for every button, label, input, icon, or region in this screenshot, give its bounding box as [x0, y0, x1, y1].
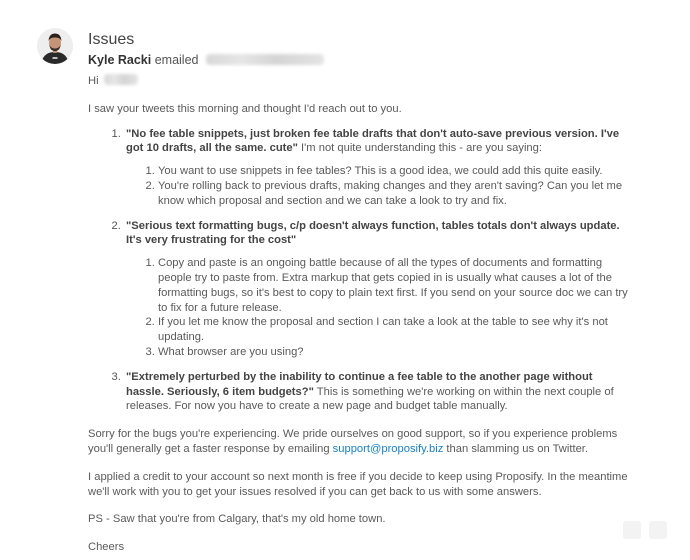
sub-item: 1. You want to use snippets in fee tables? This is a good idea, we could add this quite easily.: [158, 164, 633, 179]
issue-quote: "Serious text formatting bugs, c/p doesn't always function, tables totals don't always update. It's very frustrating for the cost": [126, 219, 620, 247]
sender-line: [88, 52, 324, 68]
sorry-paragraph: [88, 427, 633, 457]
sorry-text-before: Sorry for the bugs you're experiencing. We pride ourselves on good support, so if you experience problems you'll generally get a faster response by emailing: [88, 428, 618, 455]
more-icon[interactable]: [649, 521, 667, 539]
sub-item: 1. Copy and paste is an ongoing battle because of all the types of documents and formatting people try to paste from. Extra markup that gets copied in is usually what causes a lot of the formatting bugs, so it's best to copy to plain text first. If you send on your source doc we can try to fix for a future release.: [158, 256, 633, 315]
email-header: [88, 31, 324, 68]
issue-list: [88, 127, 633, 415]
intro-paragraph: I saw your tweets this morning and thought I'd reach out to you.: [88, 102, 402, 115]
sorry-text-after: than slamming us on Twitter.: [443, 442, 589, 455]
issue-item: [124, 219, 633, 360]
issue-sublist: [126, 164, 633, 208]
issue-item: [124, 127, 633, 209]
sub-item: 2. You're rolling back to previous drafts, making changes and they aren't saving? Can you let me know which proposal and section and we can take a look to try and fix.: [158, 179, 633, 209]
sender-avatar-icon: [37, 28, 73, 64]
greeting-line: [88, 74, 633, 89]
support-email-link[interactable]: support@proposify.biz: [332, 442, 444, 455]
issue-item: [124, 370, 633, 414]
issue-response: I'm not quite understanding this - are you saying:: [297, 142, 542, 155]
email-body: [88, 74, 633, 555]
ps-paragraph: PS - Saw that you're from Calgary, that's my old home town.: [88, 513, 386, 526]
email-subject: Issues: [88, 31, 135, 48]
credit-paragraph: I applied a credit to your account so next month is free if you decide to keep using Proposify. In the meantime we'll work with you to get your issues resolved if you can get back to us with some answers.: [88, 470, 628, 498]
avatar: [37, 28, 73, 64]
issue-quote: "No fee table snippets, just broken fee table drafts that don't auto-save previous version. I've got 10 drafts, all the same. cute": [126, 127, 620, 155]
reply-icon[interactable]: [623, 521, 641, 539]
redacted-name: [104, 74, 138, 85]
redacted-recipient: [206, 54, 324, 65]
issue-sublist: [126, 256, 633, 360]
sender-name[interactable]: Kyle Racki: [88, 53, 152, 67]
sub-item: 2. If you let me know the proposal and section I can take a look at the table to see why it's not updating.: [158, 315, 633, 345]
issue-response: This is something we're working on within the next couple of releases. For now you have to create a new page and budget table manually.: [126, 385, 614, 413]
greeting: Hi: [88, 75, 99, 87]
issue-quote: "Extremely perturbed by the inability to continue a fee table to the another page without hassle. Seriously, 6 item budgets?": [126, 370, 593, 398]
signoff: Cheers: [88, 541, 125, 554]
sub-item: 3. What browser are you using?: [158, 345, 633, 360]
sender-action: emailed: [154, 53, 199, 67]
